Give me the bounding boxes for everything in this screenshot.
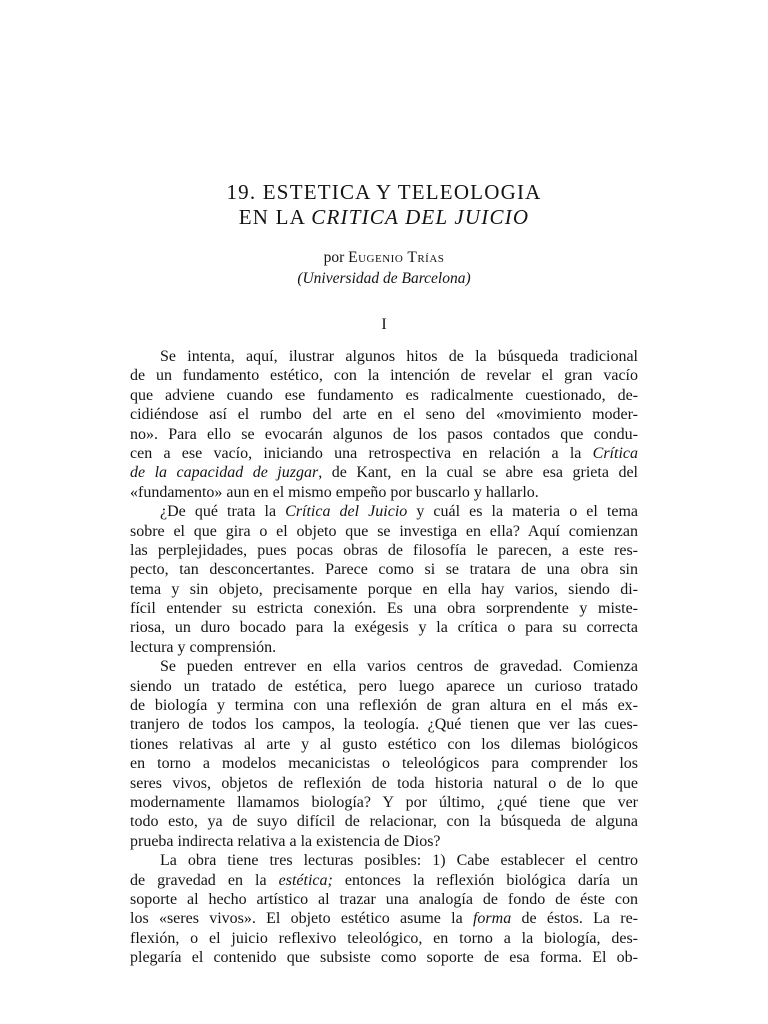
line-text: de éstos. La re- <box>511 910 638 928</box>
text-line <box>130 696 638 715</box>
byline-prefix: por <box>323 249 349 266</box>
text-line <box>130 657 638 676</box>
line-text: lectura y comprensión. <box>130 638 277 656</box>
text-line <box>130 929 638 948</box>
body-text <box>130 347 638 968</box>
text-line <box>130 754 638 773</box>
line-text: «fundamento» aun en el mismo empeño por buscarlo y hallarlo. <box>130 483 539 501</box>
line-text: Se pueden entrever en ella varios centros de gravedad. Comienza <box>160 658 638 676</box>
text-line <box>130 948 638 967</box>
line-text: ¿De qué trata la <box>160 503 286 521</box>
text-line <box>130 793 638 812</box>
line-text: plegaría el contenido que subsiste como soporte de esa forma. El ob- <box>130 949 638 967</box>
text-line <box>130 890 638 909</box>
line-text: en torno a modelos mecanicistas o teleológicos para comprender los <box>130 755 638 773</box>
text-line <box>130 599 638 618</box>
chapter-title <box>0 180 768 230</box>
line-text: de un fundamento estético, con la intención de revelar el gran vacío <box>130 367 638 385</box>
text-line <box>130 580 638 599</box>
author-name: Eugenio Trías <box>348 249 445 266</box>
line-text: cidiéndose así el rumbo del arte en el seno del «movimiento moder- <box>130 406 638 424</box>
line-text: flexión, o el juicio reflexivo teleológico, en torno a la biología, des- <box>130 929 638 947</box>
line-text: siendo un tratado de estética, pero luego aparece un curioso tratado <box>130 677 638 695</box>
text-line <box>130 735 638 754</box>
line-text: seres vivos, objetos de reflexión de toda historia natural o de lo que <box>130 774 638 792</box>
text-line <box>130 522 638 541</box>
line-text: La obra tiene tres lecturas posibles: 1) Cabe establecer el centro <box>160 852 638 870</box>
line-text: sobre el que gira o el objeto que se investiga en ella? Aquí comienzan <box>130 522 638 540</box>
line-text: de gravedad en la <box>130 871 279 889</box>
line-text: que adviene cuando ese fundamento es radicalmente cuestionado, de- <box>130 386 638 404</box>
text-line <box>130 812 638 831</box>
line-text: las perplejidades, pues pocas obras de filosofía le parecen, a este res- <box>130 541 638 559</box>
italic-text: Crítica <box>592 444 638 462</box>
text-line <box>130 425 638 444</box>
text-line <box>130 618 638 637</box>
line-text: no». Para ello se evocarán algunos de los pasos contados que condu- <box>130 425 638 443</box>
text-line <box>130 366 638 385</box>
text-line <box>130 909 638 928</box>
text-line <box>130 638 638 657</box>
line-text: los «seres vivos». El objeto estético asume la <box>130 910 473 928</box>
line-text: entonces la reflexión biológica daría un <box>332 871 638 889</box>
line-text: soporte al hecho artístico al trazar una analogía de fondo de éste con <box>130 890 638 908</box>
line-text: y cuál es la materia o el tema <box>407 503 638 521</box>
italic-text: forma <box>472 910 512 928</box>
line-text: pecto, tan desconcertantes. Parece como si se tratara de una obra sin <box>130 561 638 579</box>
text-line <box>130 386 638 405</box>
italic-text: de la capacidad de juzgar <box>130 464 319 482</box>
line-text: Se intenta, aquí, ilustrar algunos hitos de la búsqueda tradicional <box>160 348 638 365</box>
line-text: tranjero de todos los campos, la teología. ¿Qué tienen que ver las cues- <box>130 716 638 734</box>
line-text: riosa, un duro bocado para la exégesis y la crítica o para su correcta <box>130 619 638 637</box>
line-text: fícil entender su estricta conexión. Es una obra sorprendente y miste- <box>130 600 638 618</box>
line-text: modernamente llamamos biología? Y por último, ¿qué tiene que ver <box>130 793 638 811</box>
italic-text: Crítica del Juicio <box>285 503 408 521</box>
text-line <box>130 444 638 463</box>
text-line <box>130 560 638 579</box>
italic-text: estética; <box>278 871 333 889</box>
text-line <box>130 832 638 851</box>
line-text: tema y sin objeto, precisamente porque en ella hay varios, siendo di- <box>130 580 638 598</box>
line-text: , de Kant, en la cual se abre esa grieta del <box>318 464 638 482</box>
text-line <box>130 774 638 793</box>
chapter-title-line-2-italic: CRITICA DEL JUICIO <box>311 205 530 229</box>
line-text: prueba indirecta relativa a la existencia de Dios? <box>130 832 441 850</box>
text-line <box>130 851 638 870</box>
text-line <box>130 483 638 502</box>
line-text: tiones relativas al arte y al gusto estético con los dilemas biológicos <box>130 735 638 753</box>
chapter-title-line-2 <box>0 205 768 230</box>
text-line <box>130 405 638 424</box>
text-line <box>130 541 638 560</box>
text-line <box>130 463 638 482</box>
line-text: todo esto, ya de suyo difícil de relacionar, con la búsqueda de alguna <box>130 813 638 831</box>
text-line <box>130 871 638 890</box>
chapter-title-line-1: 19. ESTETICA Y TELEOLOGIA <box>226 180 542 204</box>
line-text: cen a ese vacío, iniciando una retrospectiva en relación a la <box>130 444 593 462</box>
author-byline <box>0 247 768 289</box>
text-line <box>130 347 638 366</box>
text-line <box>130 715 638 734</box>
text-line <box>130 677 638 696</box>
text-line <box>130 502 638 521</box>
chapter-title-line-2-prefix: EN LA <box>238 205 312 229</box>
section-number: I <box>381 316 387 333</box>
line-text: de biología y termina con una reflexión de gran altura en el más ex- <box>130 697 638 715</box>
author-affiliation: (Universidad de Barcelona) <box>297 270 471 287</box>
